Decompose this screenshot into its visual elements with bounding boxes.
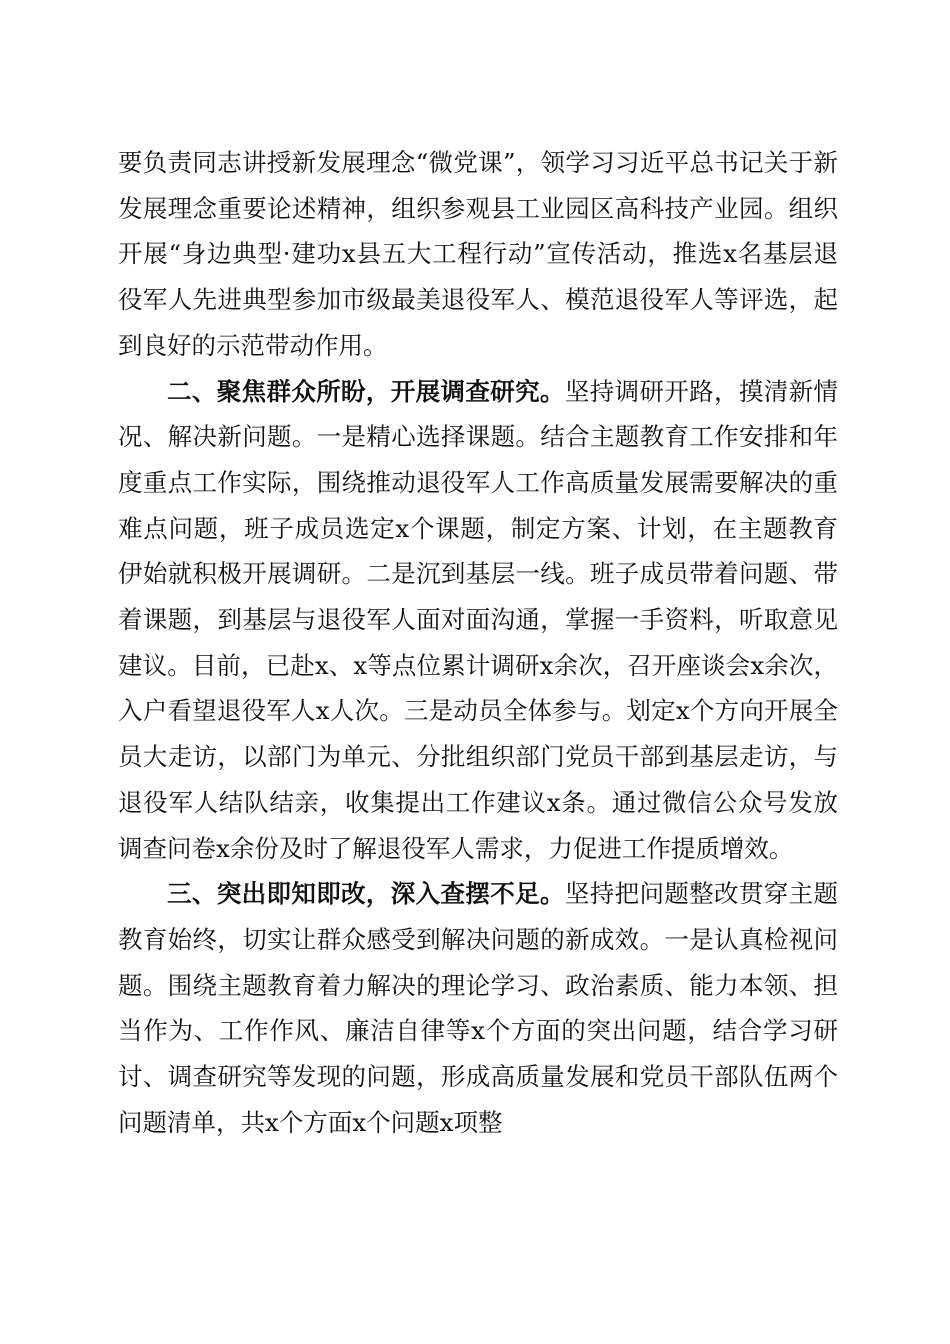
paragraph-section-two [118, 369, 838, 872]
section-heading: 二、聚焦群众所盼，开展调查研究。 [167, 376, 565, 406]
section-heading: 三、突出即知即改，深入查摆不足。 [167, 879, 565, 909]
paragraph-text: 坚持把问题整改贯穿主题教育始终，切实让群众感受到解决问题的新成效。一是认真检视问题。围绕主题教育着力解决的理论学习、政治素质、能力本领、担当作为、工作作风、廉洁自律等x个方面的突出问题，结合学习研讨、调查研究等发现的问题，形成高质量发展和党员干部队伍两个问题清单，共x个方面x个问题x项整 [118, 879, 839, 1137]
paragraph-text: 要负责同志讲授新发展理念“微党课”，领学习习近平总书记关于新发展理念重要论述精神，组织参观县工业园区高科技产业园。组织开展“身边典型·建功x县五大工程行动”宣传活动，推选x名基层退役军人先进典型参加市级最美退役军人、模范退役军人等评选，起到良好的示范带动作用。 [118, 148, 838, 360]
paragraph-section-three [118, 871, 838, 1145]
paragraph-continuation [118, 140, 838, 369]
paragraph-text: 坚持调研开路，摸清新情况、解决新问题。一是精心选择课题。结合主题教育工作安排和年度重点工作实际，围绕推动退役军人工作高质量发展需要解决的重难点问题，班子成员选定x个课题，制定方案、计划，在主题教育伊始就积极开展调研。二是沉到基层一线。班子成员带着问题、带着课题，到基层与退役军人面对面沟通，掌握一手资料，听取意见建议。目前，已赴x、x等点位累计调研x余次，召开座谈会x余次，入户看望退役军人x人次。三是动员全体参与。划定x个方向开展全员大走访，以部门为单元、分批组织部门党员干部到基层走访，与退役军人结队结亲，收集提出工作建议x条。通过微信公众号发放调查问卷x余份及时了解退役军人需求，力促进工作提质增效。 [118, 376, 839, 863]
document-page [118, 140, 838, 1145]
